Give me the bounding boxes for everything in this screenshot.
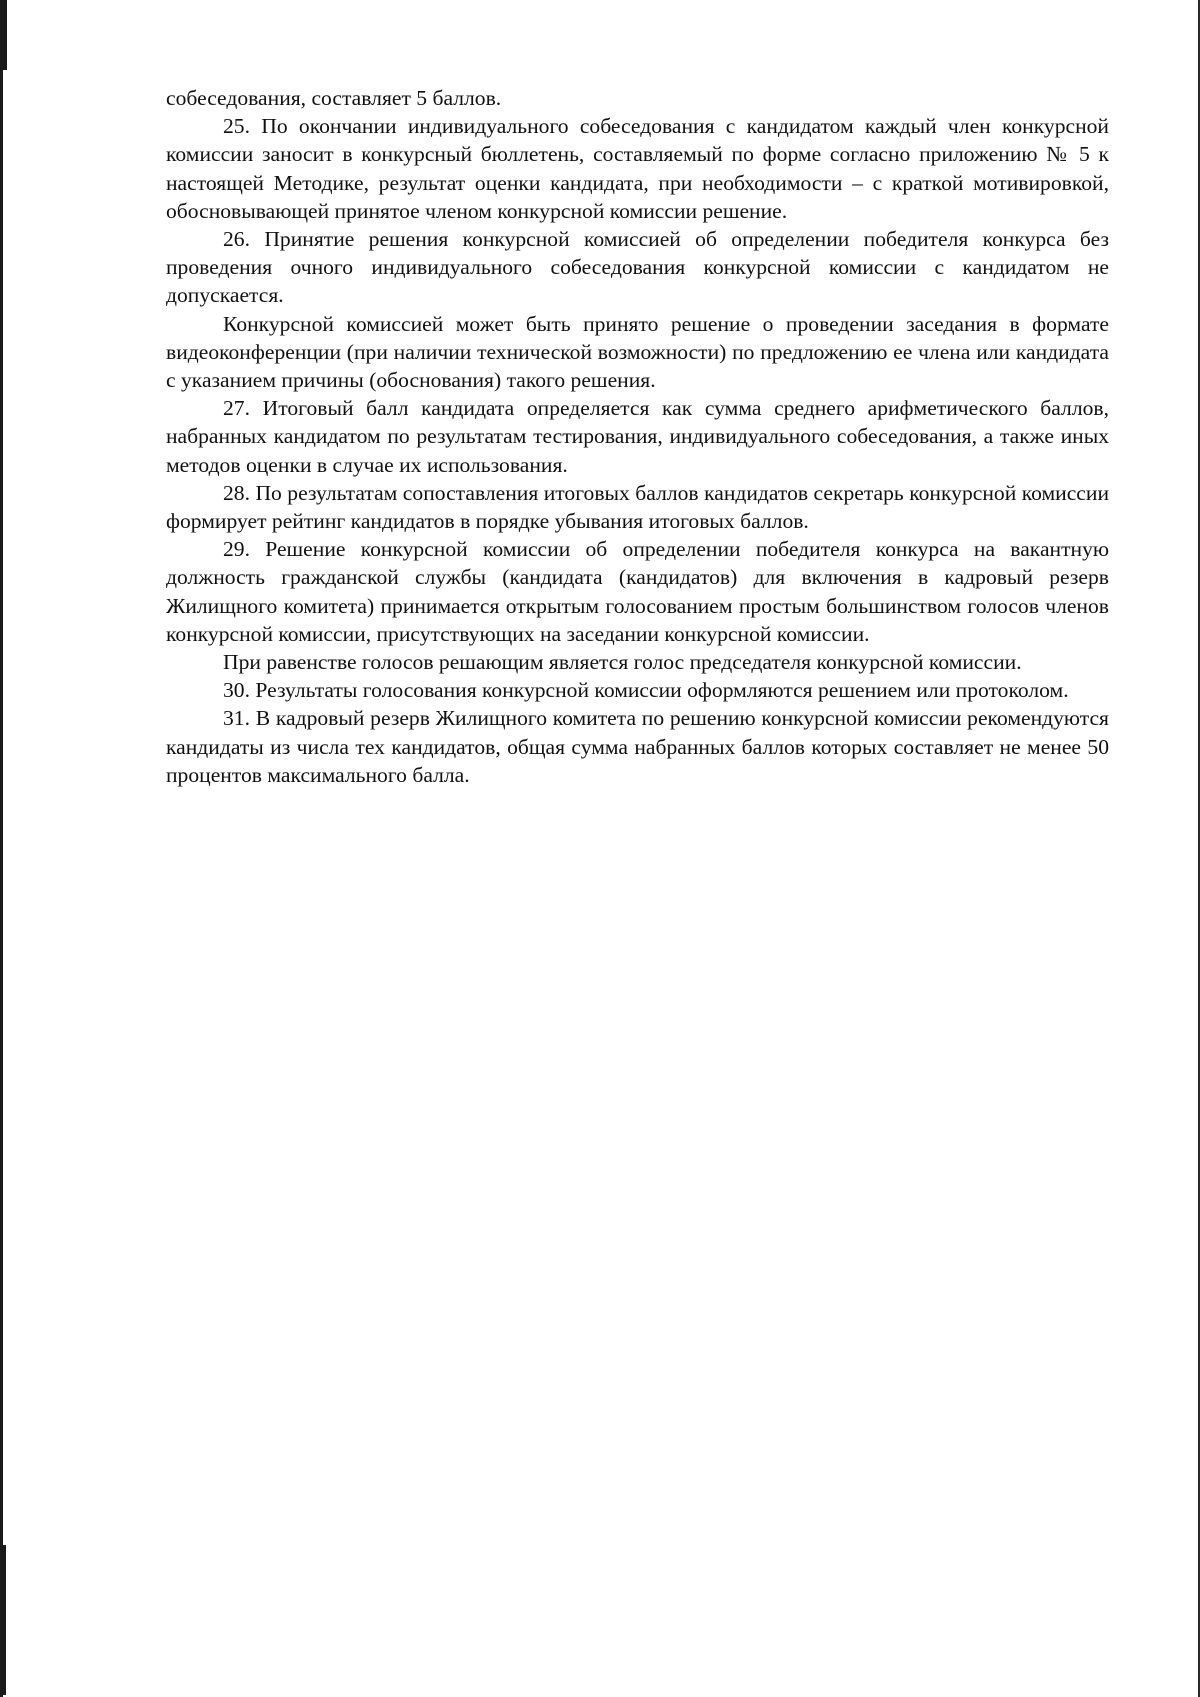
paragraph-videoconference: Конкурсной комиссией может быть принято решение о проведении заседания в формате видеоконференции (при наличии технической возможности) по предложению ее члена или кандидата с указанием причины (обоснования) такого решения.	[166, 311, 1109, 393]
paragraph-item-30: 30. Результаты голосования конкурсной комиссии оформляются решением или протоколом.	[223, 678, 1069, 703]
paragraph-item-26: 26. Принятие решения конкурсной комиссией об определении победителя конкурса без проведения очного индивидуального собеседования конкурсной комиссии с кандидатом не допускается.	[166, 227, 1109, 308]
paragraph-tie-vote: При равенстве голосов решающим является голос председателя конкурсной комиссии.	[223, 650, 1022, 675]
paragraph-item-28: 28. По результатам сопоставления итоговых баллов кандидатов секретарь конкурсной комиссии формирует рейтинг кандидатов в порядке убывания итоговых баллов.	[166, 480, 1109, 534]
paragraph-item-25: 25. По окончании индивидуального собеседования с кандидатом каждый член конкурсной комиссии заносит в конкурсный бюллетень, составляемый по форме согласно приложению № 5 к настоящей Методике, результат оценки кандидата, при необходимости – с краткой мотивировкой, обосновывающей принятое членом конкурсной комиссии решение.	[166, 114, 1109, 223]
paragraph-item-31: 31. В кадровый резерв Жилищного комитета по решению конкурсной комиссии рекомендуются кандидаты из числа тех кандидатов, общая сумма набранных баллов которых составляет не менее 50 процентов максимального балла.	[166, 706, 1109, 787]
scan-edge-left	[0, 0, 3, 1697]
scan-edge-mark-top	[0, 0, 7, 70]
paragraph-continuation: собеседования, составляет 5 баллов.	[166, 86, 502, 110]
paragraph-item-27: 27. Итоговый балл кандидата определяется как сумма среднего арифметического баллов, набранных кандидатом по результатам тестирования, индивидуального собеседования, а также иных методов оценки в случае их использования.	[166, 396, 1109, 477]
document-body	[166, 84, 1109, 789]
paragraph-item-29: 29. Решение конкурсной комиссии об определении победителя конкурса на вакантную должность гражданской службы (кандидата (кандидатов) для включения в кадровый резерв Жилищного комитета) принимается открытым голосованием простым большинством голосов членов конкурсной комиссии, присутствующих на заседании конкурсной комиссии.	[166, 537, 1109, 646]
scan-edge-mark-bottom	[0, 1545, 6, 1695]
